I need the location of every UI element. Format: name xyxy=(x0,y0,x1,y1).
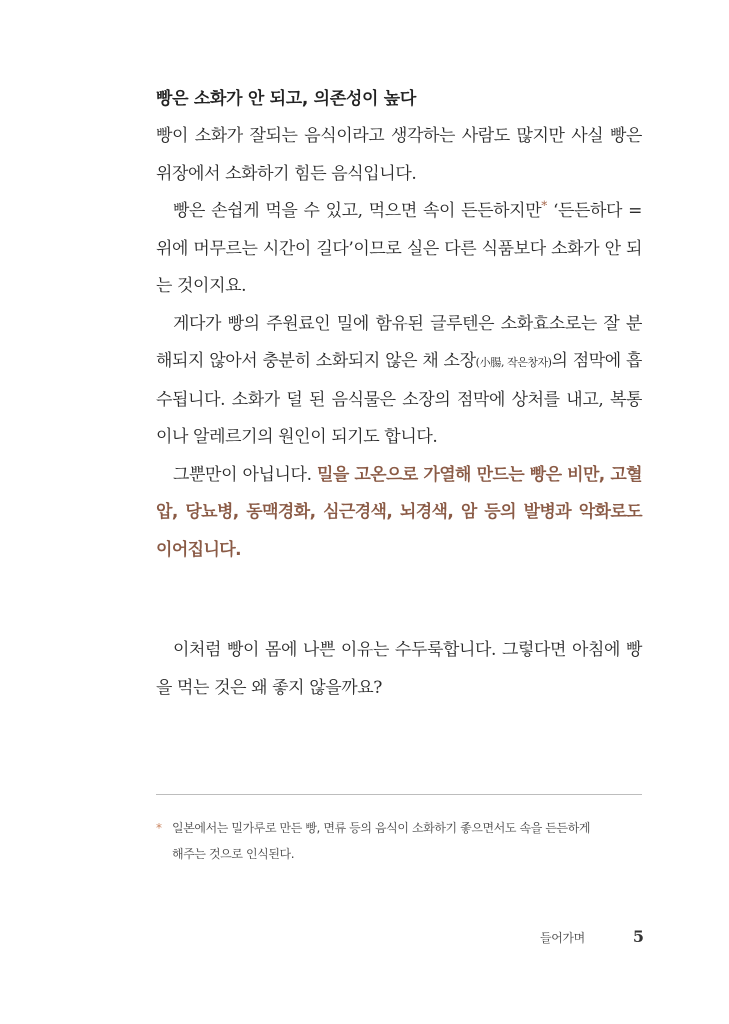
footnote-reference-marker[interactable]: * xyxy=(541,198,547,213)
footnote-line-2: 해주는 것으로 인식된다. xyxy=(172,847,295,861)
section-name: 들어가며 xyxy=(540,931,585,945)
page-number: 5 xyxy=(632,927,644,946)
paragraph-3-text: 게다가 빵의 주원료인 밀에 함유된 글루텐은 소화효소로는 잘 분해되지 않아서 충분히 소화되지 않은 채 소장 xyxy=(156,313,642,371)
paragraph-4 xyxy=(156,457,642,570)
footnote-marker: * xyxy=(156,821,162,835)
paragraph-3-text-continued: 의 점막에 흡수됩니다. 소화가 덜 된 음식물은 소장의 점막에 상처를 내고, 복통이나 알레르기의 원인이 되기도 합니다. xyxy=(156,351,642,447)
paragraph-4-text: 그뿐만이 아닙니다. xyxy=(173,464,317,485)
section-heading: 빵은 소화가 안 되고, 의존성이 높다 xyxy=(156,89,416,109)
footnote xyxy=(156,815,646,867)
paragraph-3 xyxy=(156,306,642,457)
paragraph-1: 빵이 소화가 잘되는 음식이라고 생각하는 사람도 많지만 사실 빵은 위장에서 소화하기 힘든 음식입니다. xyxy=(156,126,642,184)
body-text xyxy=(156,118,642,569)
paragraph-5: 이처럼 빵이 몸에 나쁜 이유는 수두룩합니다. 그렇다면 아침에 빵을 먹는 것은 왜 좋지 않을까요? xyxy=(156,640,642,698)
paragraph-2-text: 빵은 손쉽게 먹을 수 있고, 먹으면 속이 든든하지만 xyxy=(173,201,542,221)
footnote-divider xyxy=(156,794,642,795)
inline-annotation: (小腸, 작은창자) xyxy=(475,356,552,369)
highlighted-text: 밀을 고온으로 가열해 만드는 빵은 비만, 고혈압, 당뇨병, 동맥경화, 심근경색, 뇌경색, 암 등의 발병과 악화로도 이어집니다. xyxy=(156,464,642,560)
paragraph-2-text-continued: ‘든든하다 = 위에 머무르는 시간이 길다’이므로 실은 다른 식품보다 소화가 안 되는 것이지요. xyxy=(156,201,642,296)
footnote-line-1: 일본에서는 밀가루로 만든 빵, 면류 등의 음식이 소화하기 좋으면서도 속을 든든하게 xyxy=(172,821,591,835)
running-footer xyxy=(510,927,644,947)
closing-text xyxy=(156,632,642,707)
paragraph-2 xyxy=(156,193,642,306)
